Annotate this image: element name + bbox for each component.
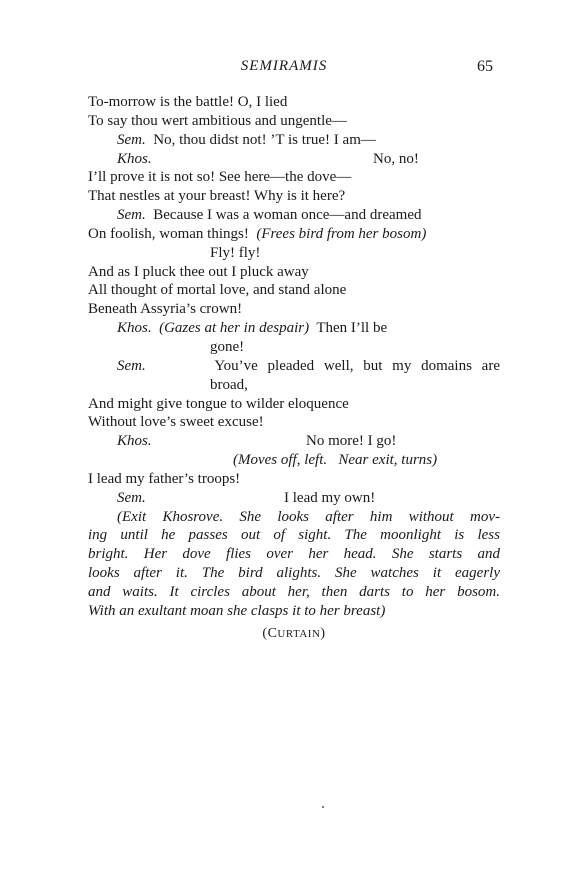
- speaker-name: Sem.: [117, 207, 146, 224]
- verse-line: I lead my father’s troops!: [88, 470, 241, 487]
- dialogue-line: [88, 357, 500, 376]
- curtain-smallcaps: URTAIN: [277, 627, 321, 640]
- line-text: No more! I go!: [306, 433, 397, 450]
- stage-direction: (Moves off, left.: [233, 452, 328, 469]
- speaker-name: Khos.: [117, 320, 152, 337]
- dialogue-line: [88, 206, 500, 225]
- paren-open: (: [262, 625, 268, 641]
- line-text: You’ve pleaded well, but my domains are: [214, 357, 500, 374]
- curtain-initial: C: [267, 625, 278, 641]
- verse-line: Fly! fly!: [210, 244, 261, 261]
- stage-direction: Near exit, turns): [338, 452, 438, 469]
- page-number: 65: [477, 58, 493, 75]
- verse-line: broad,: [210, 376, 248, 393]
- verse-line: gone!: [210, 338, 245, 355]
- verse-line: And as I pluck thee out I pluck away: [88, 263, 309, 280]
- stage-direction-line: (Exit Khosrove. She looks after him without mov-: [117, 508, 500, 525]
- verse-line: All thought of mortal love, and stand alone: [88, 282, 347, 299]
- speaker-name: Sem.: [117, 489, 146, 506]
- verse-line: And might give tongue to wilder eloquence: [88, 395, 349, 412]
- line-text: Because I was a woman once—and dreamed: [153, 207, 422, 224]
- line-text: On foolish, woman things!: [88, 225, 249, 242]
- page-speck: [322, 806, 324, 808]
- stage-direction: (Gazes at her in despair): [159, 320, 310, 337]
- play-text: [88, 93, 500, 643]
- stage-direction-line: looks after it. The bird alights. She watches it eagerly: [88, 565, 500, 582]
- dialogue-line: [88, 319, 500, 338]
- speaker-name: Sem.: [117, 357, 146, 374]
- stage-direction-line: ing until he passes out of sight. The moonlight is less: [88, 527, 500, 544]
- dialogue-line: [88, 489, 500, 508]
- line-text: No, thou didst not! ’T is true! I am—: [153, 131, 376, 148]
- verse-line: [88, 225, 500, 244]
- dialogue-line: [88, 131, 500, 150]
- stage-direction-line: [88, 451, 500, 470]
- dialogue-line: [88, 432, 500, 451]
- dialogue-line: [88, 150, 500, 169]
- verse-line: Without love’s sweet excuse!: [88, 414, 264, 431]
- paren-close: ): [320, 625, 326, 641]
- line-text: Then I’ll be: [316, 320, 388, 337]
- line-text: I lead my own!: [284, 489, 376, 506]
- verse-line: Beneath Assyria’s crown!: [88, 301, 243, 318]
- speaker-name: Sem.: [117, 131, 146, 148]
- stage-direction-line: With an exultant moan she clasps it to her breast): [88, 602, 386, 619]
- speaker-name: Khos.: [117, 150, 152, 167]
- verse-line: To say thou wert ambitious and ungentle—: [88, 112, 347, 129]
- stage-direction-line: and waits. It circles about her, then darts to her bosom.: [88, 583, 500, 600]
- curtain-direction: [88, 625, 500, 644]
- speaker-name: Khos.: [117, 433, 152, 450]
- running-title: SEMIRAMIS: [240, 58, 328, 74]
- verse-line: I’ll prove it is not so! See here—the dove—: [88, 169, 352, 186]
- verse-line: That nestles at your breast! Why is it here?: [88, 188, 346, 205]
- verse-line: To-morrow is the battle! O, I lied: [88, 94, 288, 110]
- stage-direction: (Frees bird from her bosom): [256, 225, 427, 242]
- stage-direction-line: bright. Her dove flies over her head. She starts and: [88, 546, 500, 563]
- line-text: No, no!: [373, 150, 419, 167]
